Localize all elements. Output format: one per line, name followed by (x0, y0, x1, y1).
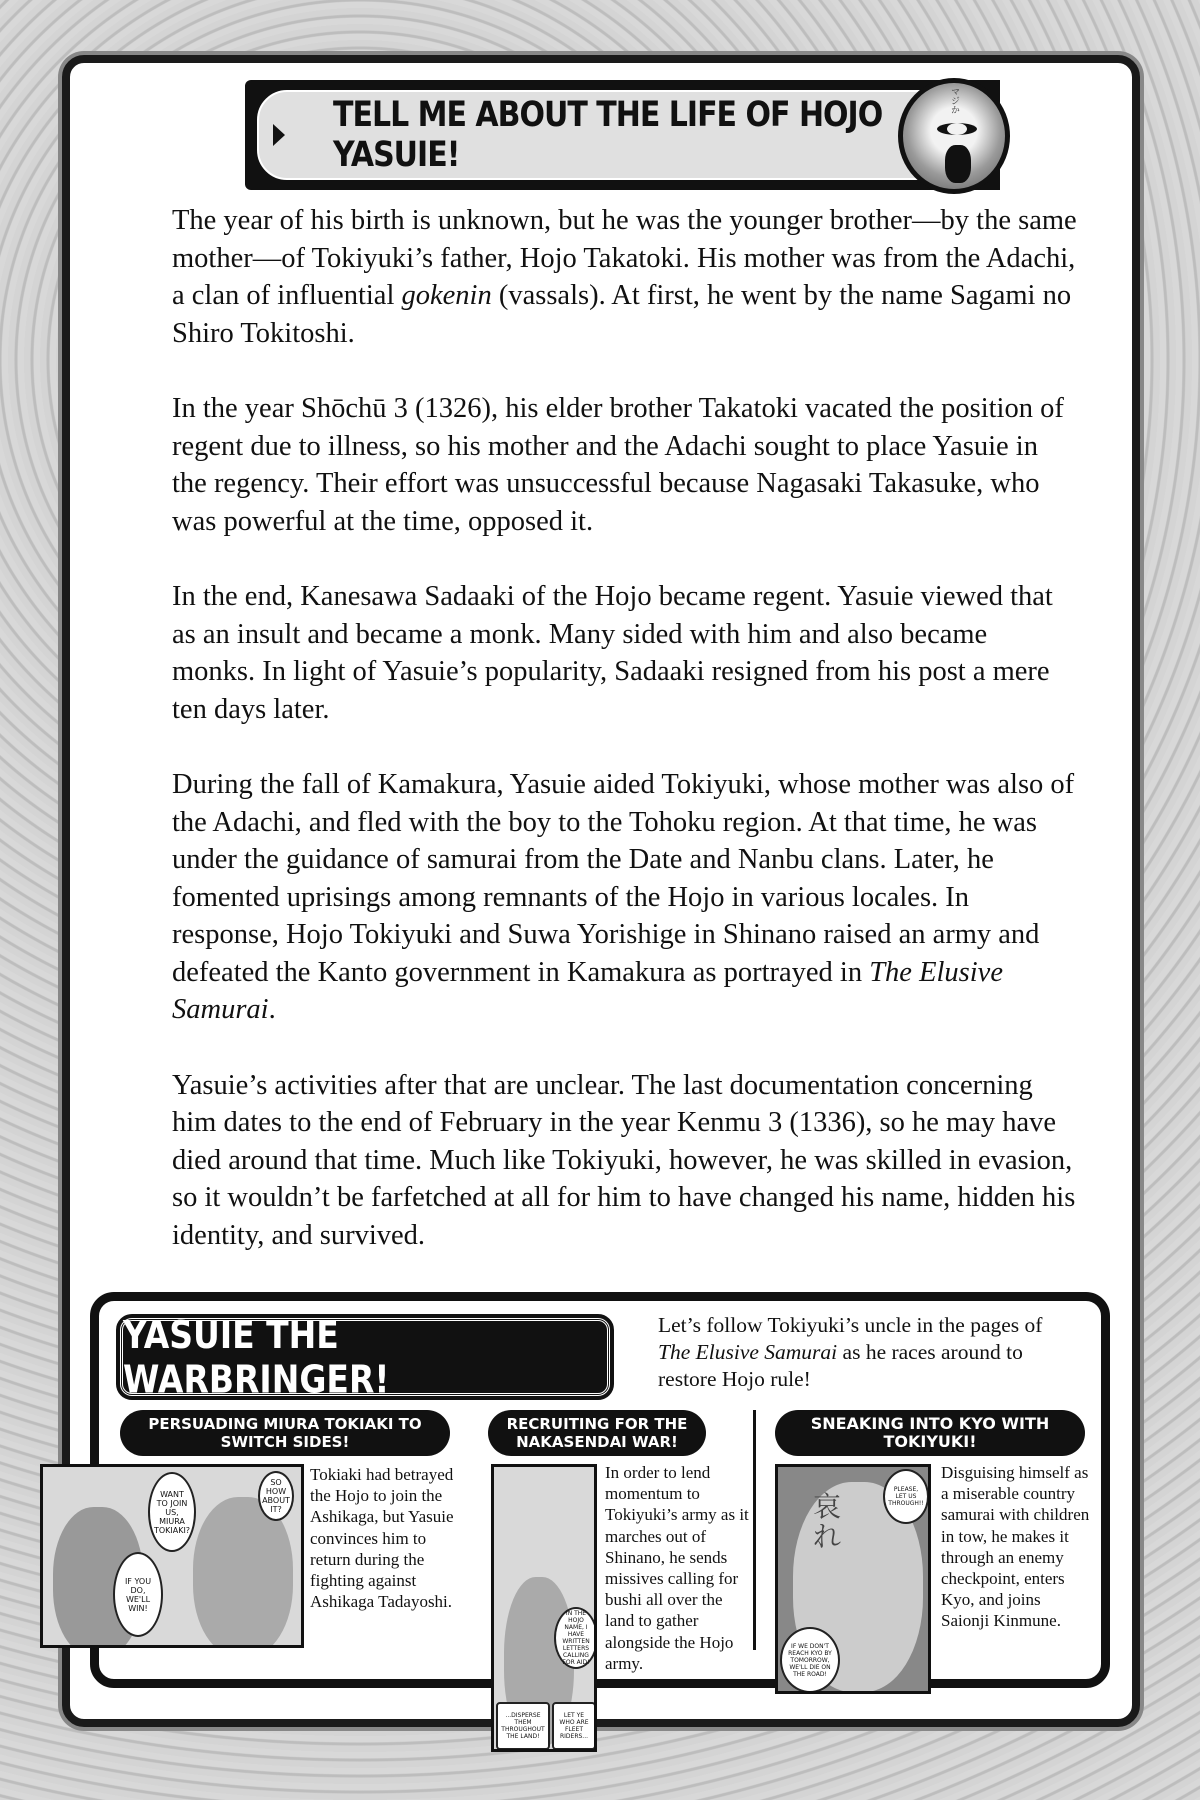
speech-bubble: SO HOW ABOUT IT? (258, 1471, 294, 1521)
face-mouth (945, 145, 971, 183)
play-arrow-icon (273, 124, 285, 146)
speech-bubble: IN THE HOJO NAME, I HAVE WRITTEN LETTERS CALLING FOR AID! (554, 1607, 597, 1669)
panel-2-heading: RECRUITING FOR THE NAKASENDAI WAR! (488, 1410, 706, 1456)
face-caption: マジか (949, 87, 959, 114)
text: Yasuie’s activities after that are unclear. The last documentation concerning him dates to the end of February in the year Kenmu 3 (1336), so he may have died around that time. Much like Tokiyuki, however, he was skilled in evasion, so it wouldn’t be farfetched at all for him to have changed his name, hidden his identity, and survived. (172, 1069, 1076, 1252)
paragraph-5 (172, 1067, 1077, 1255)
speech-bubble: ...DISPERSE THEM THROUGHOUT THE LAND! (496, 1702, 550, 1750)
title-banner (245, 80, 1000, 190)
shocked-face-illustration (898, 78, 1010, 194)
text: as he races around to restore Hojo rule! (658, 1340, 1023, 1391)
panel-2-text: In order to lend momentum to Tokiyuki’s army as it marches out of Shinano, he sends missives calling for bushi all over the land to gather alongside the Hojo army. (605, 1463, 749, 1673)
speech-bubble: LET YE WHO ARE FLEET RIDERS... (552, 1702, 596, 1750)
text: In the end, Kanesawa Sadaaki of the Hojo became regent. Yasuie viewed that as an insult and became a monk. Many sided with him and also became monks. In light of Yasuie’s popularity, Sadaaki resigned from his post a mere ten days later. (172, 580, 1053, 725)
text: The year of his birth is unknown, but he was the younger brother—by the same mother—of Tokiyuki’s father, Hojo Takatoki. His mother was from the Adachi, a clan of influential (172, 205, 1077, 312)
speech-bubble: IF WE DON'T REACH KYO BY TOMORROW, WE'LL DIE ON THE ROAD! (780, 1627, 840, 1693)
page-title: TELL ME ABOUT THE LIFE OF HOJO YASUIE! (333, 94, 883, 176)
text: (vassals). At first, he went by the name Sagami no Shiro Tokitoshi. (172, 280, 1072, 349)
panel-3-illustration (775, 1464, 931, 1694)
work-title: The Elusive Samurai (172, 956, 1003, 1026)
warbringer-title: YASUIE THE WARBRINGER! (123, 1312, 390, 1402)
speech-bubble: IF YOU DO, WE'LL WIN! (113, 1552, 163, 1637)
panel-1-illustration (40, 1464, 304, 1648)
forehead-text: 哀れ (813, 1490, 842, 1553)
panel-3-text: Disguising himself as a miserable country samurai with children in tow, he makes it through an enemy checkpoint, enters Kyo, and joins Saionji Kinmune. (941, 1463, 1090, 1631)
paragraph-2 (172, 390, 1077, 540)
text: . (268, 994, 276, 1026)
text: In the year Shōchū 3 (1326), his elder brother Takatoki vacated the position of regent due to illness, so his mother and the Adachi sought to place Yasuie in the regency. Their effort was unsuccessful because Nagasaki Takasuke, who was powerful at the time, opposed it. (172, 392, 1064, 537)
panel-2-illustration (491, 1464, 597, 1752)
paragraph-1 (172, 202, 1077, 352)
panel-1-text: Tokiaki had betrayed the Hojo to join the Ashikaga, but Yasuie convinces him to return during the fighting against Ashikaga Tadayoshi. (310, 1465, 454, 1612)
term-gokenin: gokenin (401, 280, 492, 312)
panel-1-heading: PERSUADING MIURA TOKIAKI TO SWITCH SIDES! (120, 1410, 450, 1456)
text: During the fall of Kamakura, Yasuie aided Tokiyuki, whose mother was also of the Adachi, and fled with the boy to the Tohoku region. At that time, he was under the guidance of samurai from the Date and Nanbu clans. Later, he fomented uprisings among remnants of the Hojo in various locales. In response, Hojo Tokiyuki and Suwa Yorishige in Shinano raised an army and defeated the Kanto government in Kamakura as portrayed in (172, 768, 1075, 988)
article-body (172, 202, 1077, 1292)
paragraph-4 (172, 766, 1077, 1029)
divider (753, 1410, 756, 1650)
speech-bubble: PLEASE, LET US THROUGH!! (883, 1469, 929, 1524)
warbringer-intro (658, 1312, 1078, 1393)
face-eyes (937, 123, 977, 135)
text: Let’s follow Tokiyuki’s uncle in the pages of (658, 1313, 1043, 1337)
panel-3-heading: SNEAKING INTO KYO WITH TOKIYUKI! (775, 1410, 1085, 1456)
work-title: The Elusive Samurai (658, 1340, 838, 1364)
speech-bubble: WANT TO JOIN US, MIURA TOKIAKI? (148, 1472, 196, 1552)
warbringer-heading (120, 1312, 610, 1402)
paragraph-3 (172, 578, 1077, 728)
